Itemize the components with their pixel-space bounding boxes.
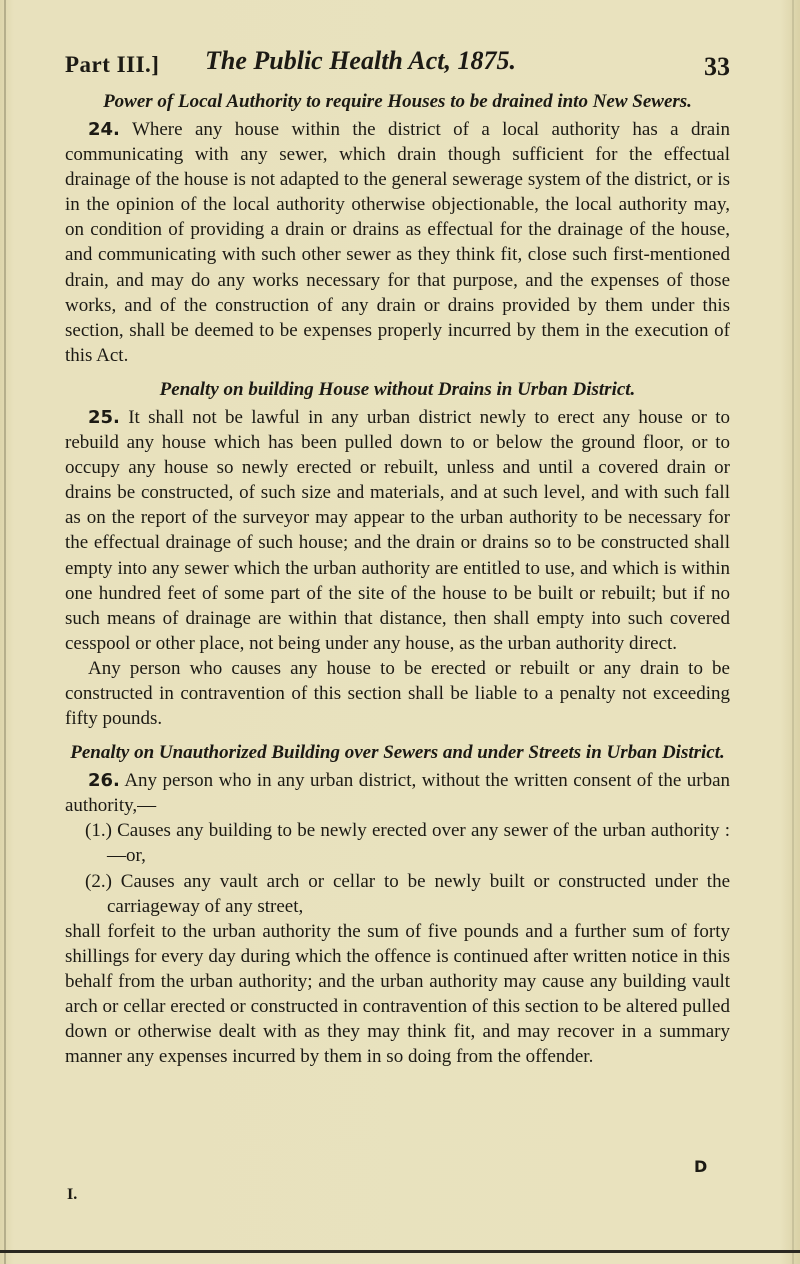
section-25 — [65, 405, 730, 656]
page-body — [65, 90, 730, 1069]
section-number-24: 24. — [88, 119, 120, 140]
section-24 — [65, 117, 730, 368]
section-heading-24: Power of Local Authority to require Houses to be drained into New Sewers. — [103, 91, 692, 112]
signature-mark-i: I. — [67, 1186, 78, 1203]
part-label: Part III.] — [65, 52, 160, 77]
signature-mark-d: D — [694, 1157, 708, 1176]
section-25-penalty: Any person who causes any house to be erected or rebuilt or any drain to be constructed in contravention of this section shall be liable to a penalty not exceeding fifty pounds. — [65, 657, 730, 730]
page-left-edge — [4, 0, 6, 1264]
section-24-text: Where any house within the district of a local authority has a drain communicating with any sewer, which drain though sufficient for the effectual drainage of the house is not adapted to the general sewerage system of the district, or is in the opinion of the local authority otherwise objectionable, the local authority may, on condition of providing a drain or drains as effectual for the drainage of the house, and communicating with such other sewer as they think fit, close such first-mentioned drain, and may do any works necessary for that purpose, and the expenses of those works, and of the construction of any drain or drains provided by them under this section, shall be deemed to be expenses properly incurred by them in the execution of this Act. — [65, 119, 730, 366]
running-head — [65, 46, 730, 86]
bottom-edge-rule — [0, 1250, 800, 1253]
section-25-text: It shall not be lawful in any urban district newly to erect any house or to rebuild any house which has been pulled down to or below the ground floor, or to occupy any house so newly erected or rebuilt, unless and until a covered drain or drains be constructed, of such size and materials, and at such level, and with such fall as on the report of the surveyor may appear to the urban authority to be necessary for the effectual drainage of such house; and the drain or drains so to be constructed shall empty into any sewer which the urban authority are entitled to use, and which is within one hundred feet of some part of the site of the house to be built or rebuilt; but if no such means of drainage are within that distance, then shall empty into such covered cesspool or other place, not being under any house, as the urban authority direct. — [65, 406, 731, 654]
book-title: The Public Health Act, 1875. — [205, 46, 517, 75]
section-number-25: 25. — [88, 406, 120, 428]
section-26 — [65, 768, 730, 818]
section-heading-25: Penalty on building House without Drains in Urban District. — [159, 378, 636, 400]
section-26-text: Any person who in any urban district, without the written consent of the urban authority,— — [65, 770, 731, 817]
page-number: 33 — [704, 52, 730, 81]
section-26-item-2: (2.) Causes any vault arch or cellar to be newly built or constructed under the carriageway of any street, — [85, 870, 730, 917]
section-number-26: 26. — [88, 770, 120, 792]
section-heading-26: Penalty on Unauthorized Building over Sewers and under Streets in Urban District. — [70, 742, 725, 764]
page-right-edge — [792, 0, 794, 1264]
section-26-forfeit: shall forfeit to the urban authority the sum of five pounds and a further sum of forty shillings for every day during which the offence is continued after written notice in this behalf from the urban authority; and the urban authority may cause any building vault arch or cellar erected or constructed in contravention of this section to be altered pulled down or otherwise dealt with as they may think fit, and may recover in a summary manner any expenses incurred by them in so doing from the offender. — [65, 920, 730, 1068]
section-26-item-1: (1.) Causes any building to be newly erected over any sewer of the urban authority :—or, — [85, 820, 730, 867]
